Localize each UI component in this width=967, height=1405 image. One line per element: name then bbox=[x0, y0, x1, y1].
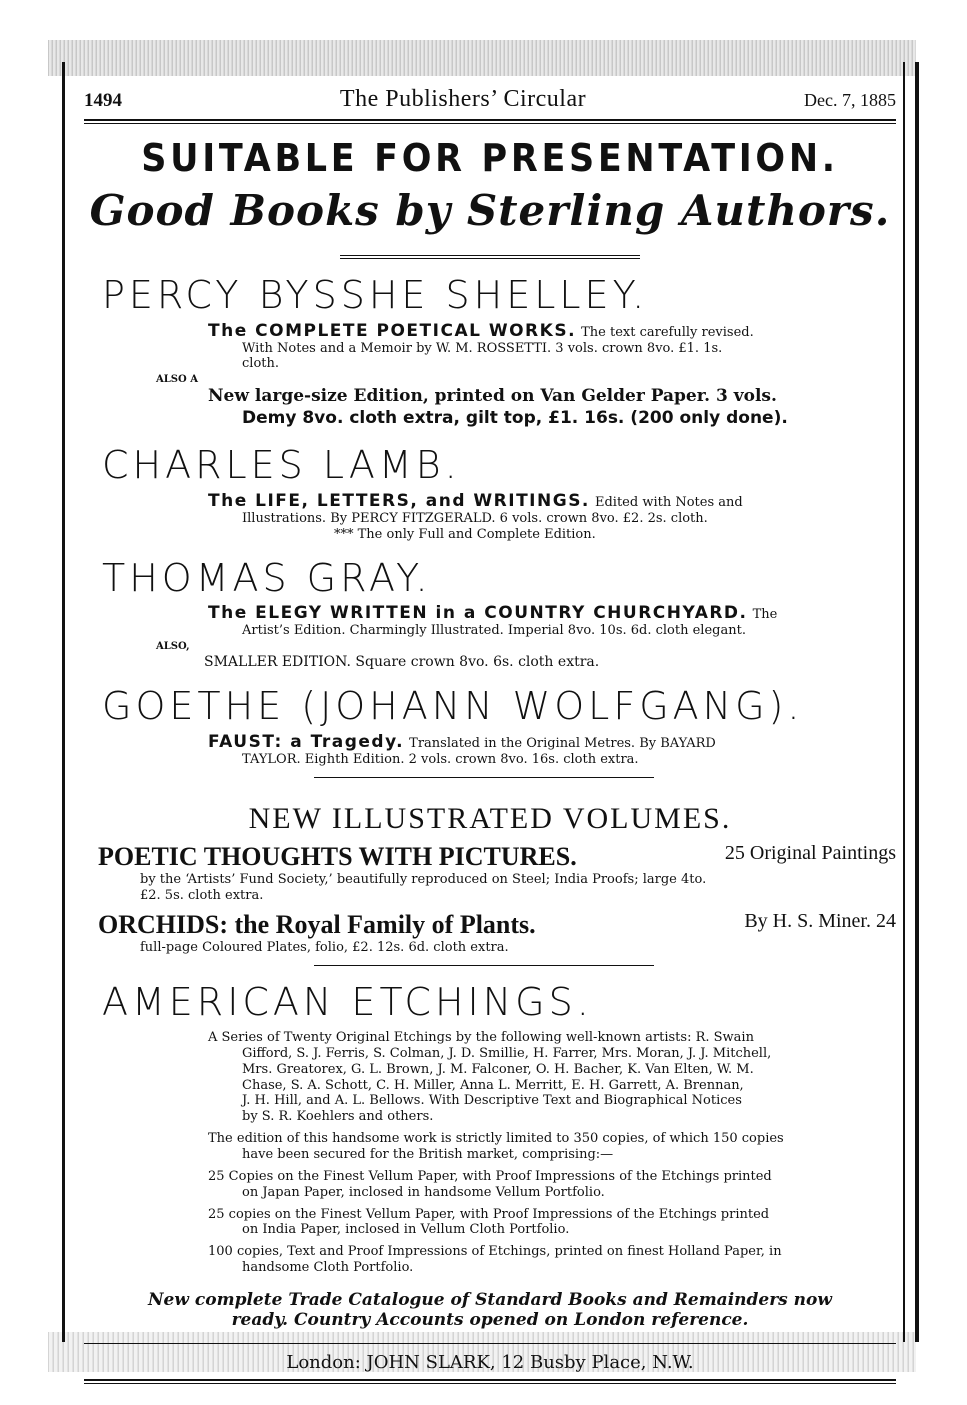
limited-line: have been secured for the British market, comprising:— bbox=[242, 1146, 614, 1162]
limited-line: The edition of this handsome work is strictly limited to 350 copies, of which 150 copies bbox=[208, 1131, 784, 1147]
copies-paragraph bbox=[208, 1244, 896, 1276]
page-frame-inner-rule bbox=[903, 62, 905, 1342]
work-desc: TAYLOR. Eighth Edition. 2 vols. crown 8vo. 16s. cloth extra. bbox=[242, 751, 639, 767]
lamb-work bbox=[208, 491, 896, 527]
also-label: ALSO A bbox=[156, 373, 198, 385]
work-desc: Artist’s Edition. Charmingly Illustrated. Imperial 8vo. 10s. 6d. cloth elegant. bbox=[242, 623, 746, 639]
orchids-entry bbox=[98, 910, 896, 956]
copies-line: 100 copies, Text and Proof Impressions of Etchings, printed on finest Holland Paper, in bbox=[208, 1244, 782, 1260]
trade-catalogue-notice bbox=[84, 1290, 896, 1331]
work-desc: The text carefully revised. bbox=[581, 324, 754, 340]
author-heading-shelley: PERCY BYSSHE SHELLEY. bbox=[102, 273, 649, 317]
footer-double-rule bbox=[84, 1379, 896, 1384]
presentation-heading: SUITABLE FOR PRESENTATION. bbox=[141, 136, 839, 180]
edition-line: Demy 8vo. cloth extra, gilt top, £1. 16s. (200 only done). bbox=[242, 408, 788, 429]
poetic-thoughts-entry bbox=[98, 842, 896, 903]
copies-paragraph bbox=[208, 1207, 896, 1239]
author-heading-american: AMERICAN ETCHINGS. bbox=[102, 980, 593, 1025]
series-line: A Series of Twenty Original Etchings by the following well-known artists: R. Swain bbox=[208, 1029, 754, 1045]
author-heading-gray: THOMAS GRAY. bbox=[102, 555, 432, 600]
smaller-edition: SMALLER EDITION. Square crown 8vo. 6s. cloth extra. bbox=[204, 653, 600, 670]
series-line: Chase, S. A. Schott, C. H. Miller, Anna L. Merritt, E. H. Garrett, A. Brennan, bbox=[242, 1077, 744, 1093]
copies-line: 25 copies on the Finest Vellum Paper, with Proof Impressions of the Etchings printed bbox=[208, 1206, 770, 1222]
work-desc: With Notes and a Memoir by W. M. ROSSETTI. 3 vols. crown 8vo. £1. 1s. bbox=[242, 340, 723, 356]
gray-work bbox=[208, 603, 896, 639]
poetic-desc: by the ‘Artists’ Fund Society,’ beautifully reproduced on Steel; India Proofs; large 4to. bbox=[140, 872, 707, 888]
goethe-work bbox=[208, 732, 896, 768]
american-etchings-desc bbox=[208, 1030, 896, 1276]
also-label: ALSO, bbox=[156, 640, 190, 652]
author-heading-goethe: GOETHE (JOHANN WOLFGANG). bbox=[102, 683, 804, 728]
limited-paragraph bbox=[208, 1131, 896, 1163]
trade-line: New complete Trade Catalogue of Standard Books and Remainders now bbox=[147, 1289, 832, 1310]
work-title: The ELEGY WRITTEN in a COUNTRY CHURCHYARD. bbox=[208, 603, 748, 624]
work-title: FAUST: a Tragedy. bbox=[208, 731, 405, 752]
orchids-right: By H. S. Miner. 24 bbox=[744, 909, 896, 932]
series-line: J. H. Hill, and A. L. Bellows. With Descriptive Text and Biographical Notices bbox=[242, 1093, 742, 1109]
edition-line: New large-size Edition, printed on Van Gelder Paper. 3 vols. bbox=[208, 385, 777, 406]
shelley-new-edition bbox=[208, 385, 896, 429]
new-illustrated-heading: NEW ILLUSTRATED VOLUMES. bbox=[248, 802, 732, 836]
work-desc: Illustrations. By PERCY FITZGERALD. 6 vols. crown 8vo. £2. 2s. cloth. bbox=[242, 510, 708, 526]
work-title: The LIFE, LETTERS, and WRITINGS. bbox=[208, 490, 590, 511]
orchids-title: ORCHIDS: the Royal Family of Plants. bbox=[98, 909, 536, 939]
section-rule bbox=[314, 965, 654, 966]
header-double-rule bbox=[84, 119, 896, 124]
copies-line: on India Paper, inclosed in Vellum Cloth Portfolio. bbox=[242, 1222, 570, 1238]
copies-line: on Japan Paper, inclosed in handsome Vellum Portfolio. bbox=[242, 1184, 605, 1200]
section-rule bbox=[314, 777, 654, 778]
edition-note: *** The only Full and Complete Edition. bbox=[334, 526, 596, 542]
shelley-work bbox=[208, 321, 896, 372]
advertisement-page bbox=[84, 86, 896, 1384]
copies-line: 25 Copies on the Finest Vellum Paper, with Proof Impressions of the Etchings printed bbox=[208, 1168, 772, 1184]
poetic-desc: £2. 5s. cloth extra. bbox=[140, 887, 264, 903]
series-line: Gifford, S. J. Ferris, S. Colman, J. D. Smillie, H. Farrer, Mrs. Moran, J. J. Mitchell, bbox=[242, 1045, 772, 1061]
author-heading-lamb: CHARLES LAMB. bbox=[102, 443, 461, 488]
poetic-right: 25 Original Paintings bbox=[724, 842, 896, 865]
tagline-heading: Good Books by Sterling Authors. bbox=[89, 186, 891, 235]
trade-line: ready. Country Accounts opened on London reference. bbox=[231, 1310, 749, 1331]
series-line: Mrs. Greatorex, G. L. Brown, J. M. Falconer, O. H. Bacher, K. Van Elten, W. M. bbox=[242, 1061, 754, 1077]
copies-paragraph bbox=[208, 1169, 896, 1201]
issue-date: Dec. 7, 1885 bbox=[804, 90, 896, 110]
work-desc: Edited with Notes and bbox=[594, 494, 743, 510]
page-number: 1494 bbox=[84, 90, 122, 111]
section-rule bbox=[340, 255, 640, 259]
orchids-desc: full-page Coloured Plates, folio, £2. 12s. 6d. cloth extra. bbox=[140, 939, 509, 955]
publisher-imprint: London: JOHN SLARK, 12 Busby Place, N.W. bbox=[286, 1351, 694, 1373]
work-desc: The bbox=[752, 607, 778, 623]
work-desc: cloth. bbox=[242, 356, 279, 372]
work-desc: Translated in the Original Metres. By BAYARD bbox=[409, 735, 716, 751]
journal-title: The Publishers’ Circular bbox=[339, 86, 587, 112]
copies-line: handsome Cloth Portfolio. bbox=[242, 1260, 414, 1276]
series-paragraph bbox=[208, 1030, 896, 1125]
poetic-title: POETIC THOUGHTS WITH PICTURES. bbox=[98, 842, 577, 872]
work-title: The COMPLETE POETICAL WORKS. bbox=[208, 320, 577, 341]
running-header bbox=[84, 86, 896, 113]
series-line: by S. R. Koehlers and others. bbox=[242, 1109, 434, 1125]
footer-rule bbox=[84, 1343, 896, 1344]
